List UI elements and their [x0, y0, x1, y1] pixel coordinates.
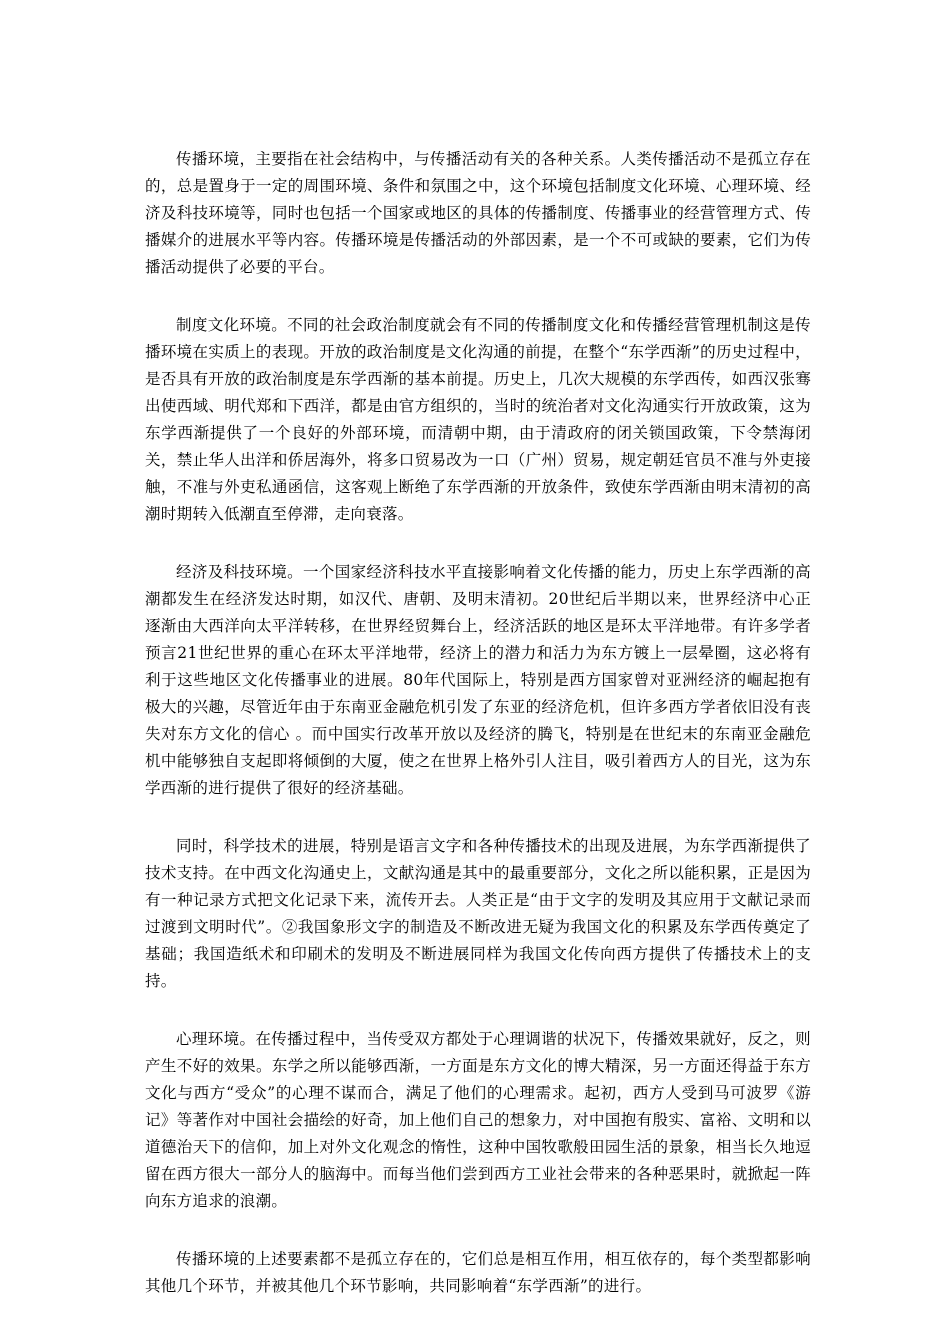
paragraph-institutional-culture: 制度文化环境。不同的社会政治制度就会有不同的传播制度文化和传播经营管理机制这是传播环境在实质上的表现。开放的政治制度是文化沟通的前提，在整个“东学西渐”的历史过程中，是否具有开放的政治制度是东学西渐的基本前提。历史上，几次大规模的东学西传，如西汉张骞出使西域、明代郑和下西洋，都是由官方组织的，当时的统治者对文化沟通实行开放政策，这为东学西渐提供了一个良好的外部环境，而清朝中期，由于清政府的闭关锁国政策，下令禁海闭关，禁止华人出洋和侨居海外，将多口贸易改为一口（广州）贸易，规定朝廷官员不准与外吏接触，不准与外吏私通函信，这客观上断绝了东学西渐的开放条件，致使东学西渐由明末清初的高潮时期转入低潮直至停滞，走向衰落。	[145, 316, 811, 523]
paragraph-economy-technology: 经济及科技环境。一个国家经济科技水平直接影响着文化传播的能力，历史上东学西渐的高潮都发生在经济发达时期，如汉代、唐朝、及明末清初。20世纪后半期以来，世界经济中心正逐渐由大西洋向太平洋转移，在世界经贸舞台上，经济活跃的地区是环太平洋地带。有许多学者预言21世纪世界的重心在环太平洋地带，经济上的潜力和活力为东方镀上一层晕圈，这必将有利于这些地区文化传播事业的进展。80年代国际上，特别是西方国家曾对亚洲经济的崛起抱有极大的兴趣，尽管近年由于东南亚金融危机引发了东亚的经济危机，但许多西方学者依旧没有丧失对东方文化的信心 。而中国实行改革开放以及经济的腾飞，特别是在世纪末的东南亚金融危机中能够独自支起即将倾倒的大厦，使之在世界上格外引人注目，吸引着西方人的目光，这为东学西渐的进行提供了很好的经济基础。	[145, 563, 811, 797]
document-body	[145, 146, 811, 1331]
paragraph-science-technology: 同时，科学技术的进展，特别是语言文字和各种传播技术的出现及进展，为东学西渐提供了技术支持。在中西文化沟通史上，文献沟通是其中的最重要部分，文化之所以能积累，正是因为有一种记录方式把文化记录下来，流传开去。人类正是“由于文字的发明及其应用于文献记录而过渡到文明时代”。②我国象形文字的制造及不断改进无疑为我国文化的积累及东学西传奠定了基础；我国造纸术和印刷术的发明及不断进展同样为我国文化传向西方提供了传播技术上的支持。	[145, 837, 811, 990]
paragraph-conclusion: 传播环境的上述要素都不是孤立存在的，它们总是相互作用，相互依存的，每个类型都影响其他几个环节，并被其他几个环节影响，共同影响着“东学西渐”的进行。	[145, 1250, 811, 1295]
paragraph-communication-environment: 传播环境，主要指在社会结构中，与传播活动有关的各种关系。人类传播活动不是孤立存在的，总是置身于一定的周围环境、条件和氛围之中，这个环境包括制度文化环境、心理环境、经济及科技环境等，同时也包括一个国家或地区的具体的传播制度、传播事业的经营管理方式、传播媒介的进展水平等内容。传播环境是传播活动的外部因素，是一个不可或缺的要素，它们为传播活动提供了必要的平台。	[145, 150, 811, 276]
paragraph-psychological-environment: 心理环境。在传播过程中，当传受双方都处于心理调谐的状况下，传播效果就好，反之，则产生不好的效果。东学之所以能够西渐，一方面是东方文化的博大精深，另一方面还得益于东方文化与西方“受众”的心理不谋而合，满足了他们的心理需求。起初，西方人受到马可波罗《游记》等著作对中国社会描绘的好奇，加上他们自己的想象力，对中国抱有殷实、富裕、文明和以道德治天下的信仰，加上对外文化观念的惰性，这种中国牧歌般田园生活的景象，相当长久地逗留在西方很大一部分人的脑海中。而每当他们尝到西方工业社会带来的各种恶果时，就掀起一阵向东方追求的浪潮。	[145, 1030, 811, 1210]
